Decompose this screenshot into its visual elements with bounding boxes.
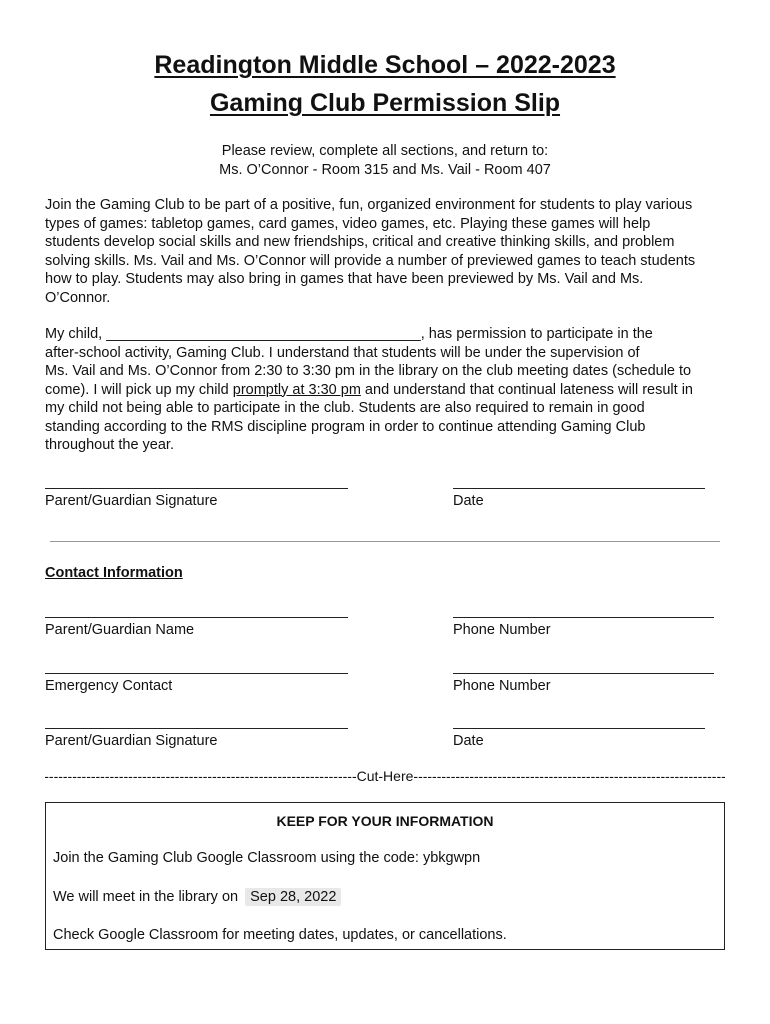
cut-dashes-right	[413, 768, 725, 784]
pickup-time-emphasis: promptly at 3:30 pm	[232, 381, 361, 398]
meeting-location-text	[53, 888, 341, 906]
cut-line	[45, 768, 725, 784]
date-line[interactable]	[453, 488, 705, 489]
phone-line-1[interactable]	[453, 617, 714, 618]
contact-signature-line[interactable]	[45, 728, 348, 729]
meeting-text: We will meet in the library on	[53, 889, 239, 905]
return-rooms: Ms. O’Connor - Room 315 and Ms. Vail - Room 407	[219, 162, 551, 178]
signature-line[interactable]	[45, 488, 348, 489]
document-subtitle: Gaming Club Permission Slip	[209, 89, 561, 117]
return-instructions: Please review, complete all sections, and return to:	[221, 143, 549, 159]
emergency-contact-label: Emergency Contact	[45, 678, 173, 694]
section-divider	[50, 541, 720, 542]
guardian-name-label: Parent/Guardian Name	[45, 622, 195, 638]
permission-text-part1: My child, _______________________________________, has permission to participate in the after-school activity, Gaming Club. I understand that students will be under the supervision of Ms. Vail and Ms. O’Connor from 2:30 to 3:30 pm in the library on the club meeting dates (schedule to come). I will pick up my child	[45, 326, 692, 398]
contact-heading: Contact Information	[45, 565, 183, 581]
cut-here-label: Cut-Here	[356, 768, 414, 784]
permission-text-part2: and understand that continual lateness will result in my child not being able to participate in the club. Students are also required to remain in good standing according to the RMS discipline program in order to continue attending Gaming Club throughout the year.	[45, 381, 693, 453]
cut-dashes-left	[45, 768, 357, 784]
contact-date-label: Date	[453, 733, 484, 749]
emergency-contact-line[interactable]	[45, 673, 348, 674]
document-title: Readington Middle School – 2022-2023	[154, 51, 616, 79]
classroom-code-text: Join the Gaming Club Google Classroom using the code: ybkgwpn	[53, 850, 481, 866]
phone-line-2[interactable]	[453, 673, 714, 674]
phone-label-1: Phone Number	[453, 622, 551, 638]
permission-statement	[45, 325, 735, 455]
contact-signature-label: Parent/Guardian Signature	[45, 733, 218, 749]
signature-label: Parent/Guardian Signature	[45, 493, 218, 509]
meeting-date-field[interactable]: Sep 28, 2022	[245, 888, 341, 906]
guardian-name-line[interactable]	[45, 617, 348, 618]
keep-info-box	[45, 802, 725, 950]
keep-info-heading: KEEP FOR YOUR INFORMATION	[276, 813, 494, 829]
club-description: Join the Gaming Club to be part of a positive, fun, organized environment for students to play various types of games: tabletop games, card games, video games, etc. Playing these games will help students develop social skills and new friendships, critical and creative thinking skills, and problem solving skills. Ms. Vail and Ms. O’Connor will provide a number of previewed games to teach students how to play. Students may also bring in games that have been previewed by Ms. Vail and Ms. O’Connor.	[45, 197, 696, 306]
contact-date-line[interactable]	[453, 728, 705, 729]
date-label: Date	[453, 493, 484, 509]
check-classroom-text: Check Google Classroom for meeting dates, updates, or cancellations.	[53, 927, 507, 943]
phone-label-2: Phone Number	[453, 678, 551, 694]
